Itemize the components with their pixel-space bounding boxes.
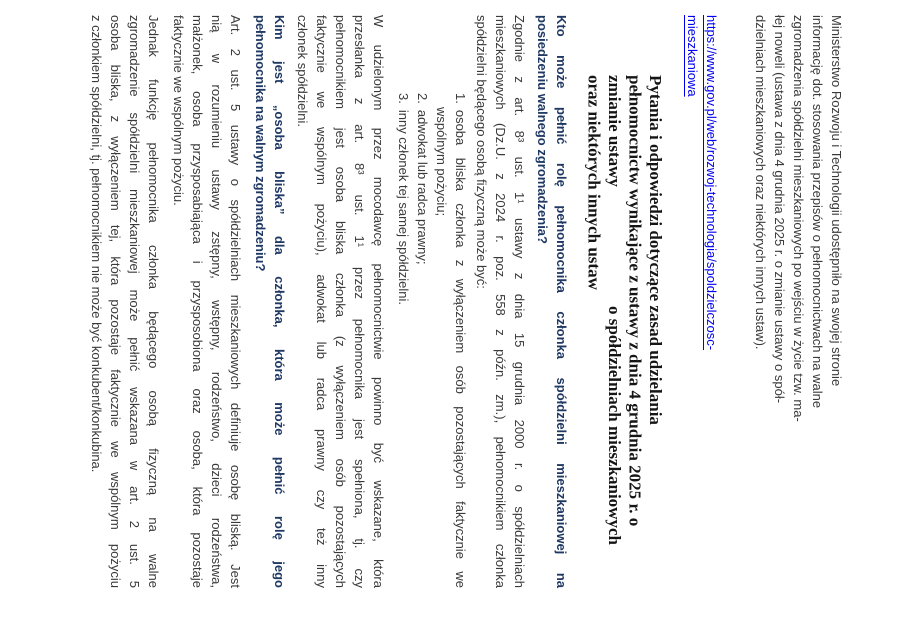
body-line: Art. 2 ust. 5 ustawy o spółdzielniach mieszkaniowych definiuje osobę bliską. Jest xyxy=(228,15,243,588)
question-1 xyxy=(533,15,571,588)
list-text: osoba bliska członka z wyłączeniem osób pozostających faktycznie we xyxy=(453,109,468,588)
question-line: pełnomocnika na walnym zgromadzeniu? xyxy=(253,15,268,272)
gov-link[interactable] xyxy=(683,15,721,588)
intro-line: zgromadzenia spółdzielni mieszkaniowych po wejściu w życie tzw. ma- xyxy=(791,15,806,422)
answer-paragraph-4 xyxy=(87,15,163,588)
numbered-list xyxy=(394,15,470,588)
body-line: małżonek, osoba przysposabiająca i przysposobiona oraz osoba, która pozostaje xyxy=(190,15,205,588)
intro-line: informację dot. stosowania przepisów o pełnomocnictwach na walne xyxy=(810,15,825,409)
body-line: spółdzielni będącego osobą fizyczną może być: xyxy=(474,15,489,289)
answer-paragraph-1 xyxy=(472,15,529,588)
document-title xyxy=(583,75,665,545)
intro-line: Ministerstwo Rozwoju i Technologii udostępniło na swojej stronie xyxy=(829,15,844,387)
body-line: z członkiem spółdzielni, tj. pełnomocnikiem nie może być konkubent/konkubina. xyxy=(89,15,104,473)
title-line-segment: o spółdzielniach mieszkaniowych xyxy=(605,306,624,545)
body-line: Zgodnie z art. 8³ ust. 1¹ ustawy z dnia 15 grudnia 2000 r. o spółdzielniach xyxy=(512,15,527,588)
body-line: zgromadzenie spółdzielni mieszkaniowej może pełnić wskazana w art. 2 ust. 5 xyxy=(127,15,142,588)
answer-paragraph-3 xyxy=(169,15,245,588)
list-item-1-continuation: wspólnym pożyciu; xyxy=(434,107,449,217)
body-line: faktycznie we wspólnym pożyciu), adwokat lub radca prawny czy też inny xyxy=(314,15,329,588)
title-line: oraz niektórych innych ustaw xyxy=(584,75,604,290)
body-line: pełnomocnikiem jest osoba bliska członka (z wyłączeniem osób pozostających xyxy=(333,15,348,588)
list-text: inny członek tej samej spółdzielni. xyxy=(396,109,411,305)
title-line: pełnomocnictw wynikające z ustawy z dnia 4 grudnia 2025 r. o xyxy=(625,75,645,527)
list-number: 3. xyxy=(396,93,411,104)
question-2 xyxy=(251,15,289,588)
list-text: adwokat lub radca prawny; xyxy=(415,109,430,265)
body-line: W udzielonym przez mocodawcę pełnomocnictwie powinno być wskazane, która xyxy=(371,15,386,588)
body-line: nią w rozumieniu ustawy zstępny, wstępny, rodzeństwo, dzieci rodzeństwa, xyxy=(209,15,224,588)
list-number: 1. xyxy=(453,93,468,104)
list-item-2 xyxy=(413,93,432,588)
intro-line: łej noweli (ustawa z dnia 4 grudnia 2025 r. o zmianie ustawy o spół- xyxy=(772,15,787,404)
question-line: posiedzeniu walnego zgromadzenia? xyxy=(535,15,550,244)
title-line xyxy=(604,75,625,545)
body-line: mieszkaniowych (Dz.U. z 2024 r. poz. 558 z późn. zm.), pełnomocnikiem członka xyxy=(493,15,508,588)
list-item-3 xyxy=(394,93,413,588)
body-line: faktycznie we wspólnym pożyciu. xyxy=(171,15,186,206)
gov-link-line-1[interactable]: https://www.gov.pl/web/rozwoj-technologia/spoldzielczosc- xyxy=(704,15,719,351)
question-line: Kim jest „osoba bliska” dla członka, która może pełnić rolę jego xyxy=(272,15,287,588)
intro-paragraph xyxy=(751,15,846,588)
list-number: 2. xyxy=(415,93,430,104)
gov-link-line-2[interactable]: mieszkaniowa xyxy=(685,15,700,97)
body-line: osoba bliska, z wyłączeniem tej, która pozostaje faktycznie we wspólnym pożyciu xyxy=(108,15,123,588)
question-line: Kto może pełnić rolę pełnomocnika członka spółdzielni mieszkaniowej na xyxy=(554,15,569,588)
list-item-1 xyxy=(451,93,470,588)
body-line: Jednak funkcję pełnomocnika członka będącego osobą fizyczną na walne xyxy=(146,15,161,588)
answer-paragraph-2 xyxy=(293,15,388,588)
intro-line: dzielniach mieszkaniowych oraz niektórych innych ustaw). xyxy=(753,15,768,350)
body-line: członek spółdzielni. xyxy=(295,15,310,128)
title-line: Pytania i odpowiedzi dotyczące zasad udzielania xyxy=(646,75,665,425)
body-line: przesłanka z art. 8³ ust. 1¹ przez pełnomocnika jest spełniona, tj. czy xyxy=(352,15,367,588)
title-line-segment: zmianie ustawy xyxy=(605,75,624,187)
